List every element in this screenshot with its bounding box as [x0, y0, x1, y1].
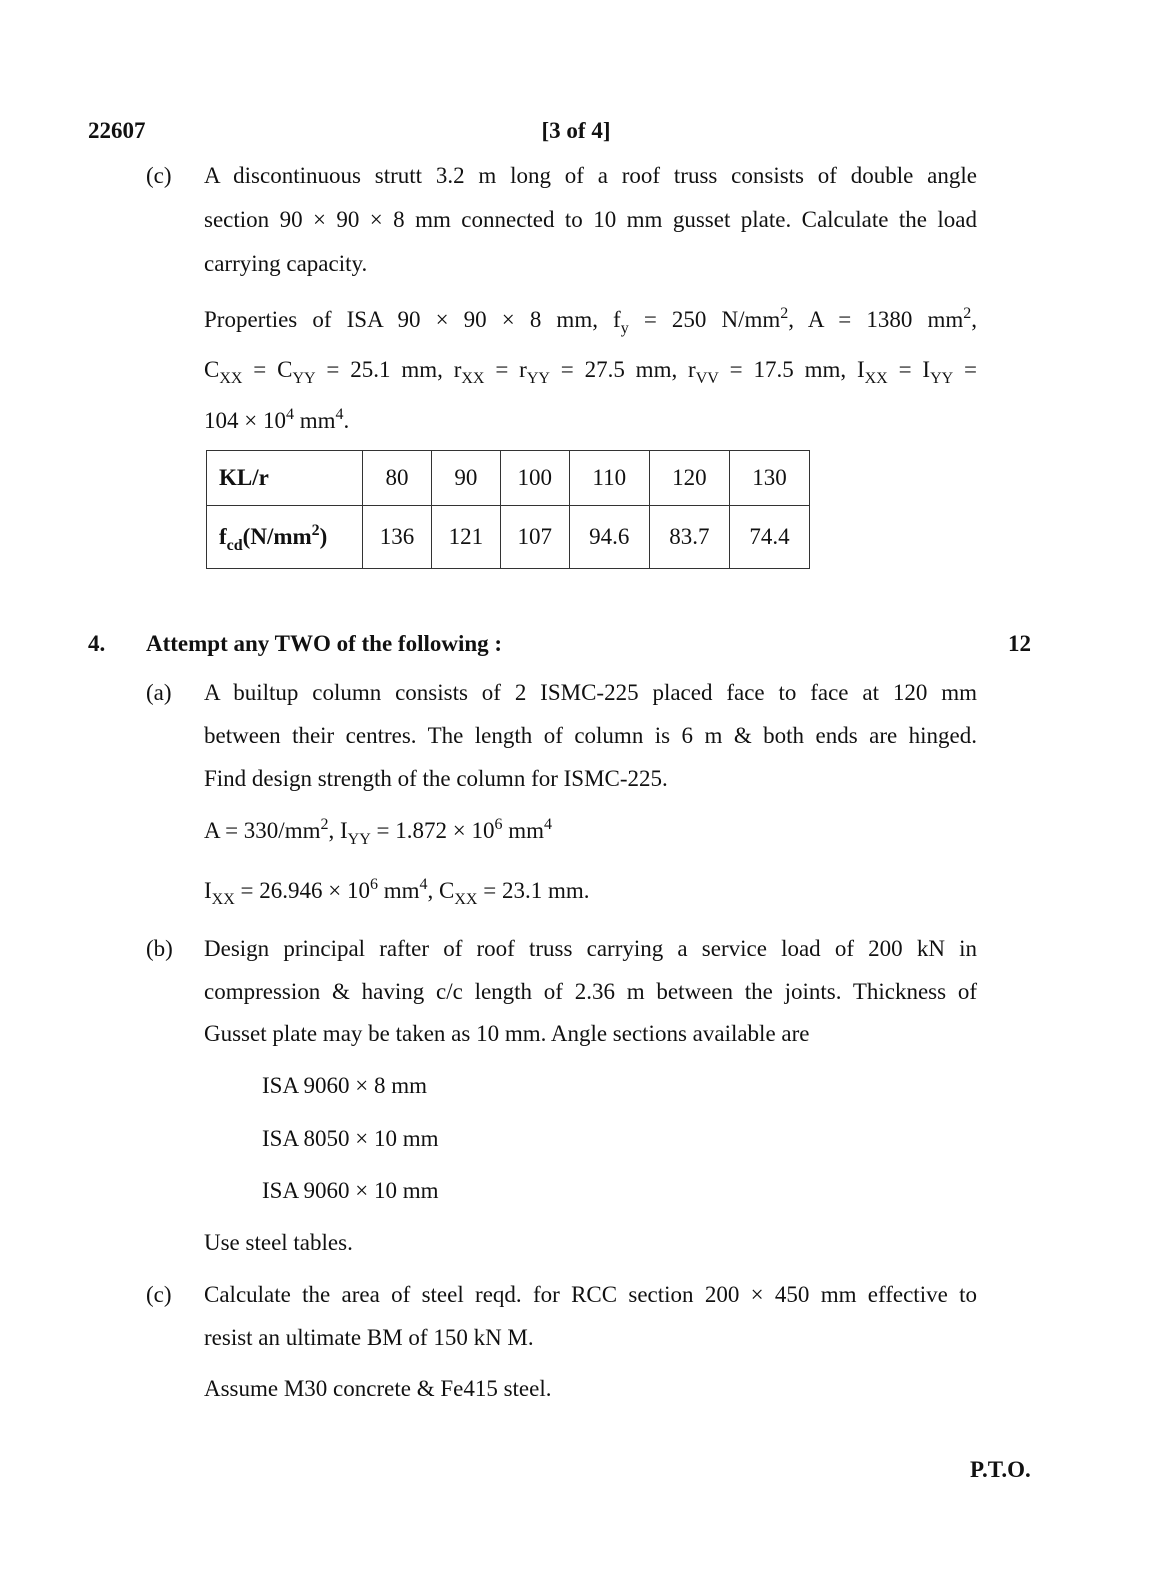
table-row	[207, 451, 810, 506]
table-cell: 80	[363, 451, 432, 506]
table-cell: 110	[569, 451, 649, 506]
table-row-header: KL/r	[207, 451, 363, 506]
page-indicator: [3 of 4]	[541, 118, 611, 143]
table-cell: 74.4	[729, 506, 809, 569]
slenderness-table	[206, 450, 810, 569]
table-cell: 90	[431, 451, 500, 506]
q4-marks: 12	[1008, 631, 1031, 656]
q4a-equation-1: $A = 330/mm^2$, $I_{YY} = 1.872 \times 10^6$ $mm^4$	[204, 816, 552, 848]
q4a-line-1: A builtup column consists of 2 ISMC-225 placed face to face at 120 mm	[204, 680, 977, 705]
q3c-label: (c)	[146, 163, 172, 188]
q4-heading: Attempt any TWO of the following :	[146, 631, 503, 656]
q4c-label: (c)	[146, 1282, 172, 1307]
q3c-properties-line-1: Properties of ISA 90 × 90 × 8 mm, $f_y = 250$ $N/mm^2$, A = 1380 $mm^2$,	[204, 305, 977, 337]
table-cell: 130	[729, 451, 809, 506]
q3c-properties-line-2: $C_{XX} = C_{YY} = 25.1$ mm, $r_{XX} = r_{YY} = 27.5$ mm, $r_{VV} = 17.5$ mm, $I_{XX} = I_{YY}$ =	[204, 357, 977, 387]
q4b-section-1: ISA 9060 × 8 mm	[262, 1073, 428, 1098]
q4c-line-2: resist an ultimate BM of 150 kN M.	[204, 1325, 534, 1350]
q3c-line-2: section 90 × 90 × 8 mm connected to 10 mm gusset plate. Calculate the load	[204, 207, 977, 232]
table-row-header: $f_{cd}(N/mm^2)$	[207, 506, 363, 569]
q4a-line-2: between their centres. The length of column is 6 m & both ends are hinged.	[204, 723, 977, 748]
q4-number: 4.	[88, 631, 106, 656]
table-cell: 121	[431, 506, 500, 569]
q4b-section-3: ISA 9060 × 10 mm	[262, 1178, 439, 1203]
q4b-line-1: Design principal rafter of roof truss carrying a service load of 200 kN in	[204, 936, 977, 961]
q4b-note: Use steel tables.	[204, 1230, 353, 1255]
table-cell: 136	[363, 506, 432, 569]
q4a-line-3: Find design strength of the column for ISMC-225.	[204, 766, 668, 791]
q3c-line-3: carrying capacity.	[204, 251, 368, 276]
q3c-line-1: A discontinuous strutt 3.2 m long of a roof truss consists of double angle	[204, 163, 977, 188]
pto-footer: P.T.O.	[970, 1457, 1031, 1482]
q4a-equation-2: $I_{XX} = 26.946 \times 10^6$ $mm^4$, $C_{XX} = 23.1$ mm.	[204, 876, 590, 908]
table-cell: 120	[649, 451, 729, 506]
q4b-line-3: Gusset plate may be taken as 10 mm. Angle sections available are	[204, 1021, 810, 1046]
q4a-label: (a)	[146, 680, 172, 705]
q4c-line-3: Assume M30 concrete & Fe415 steel.	[204, 1376, 552, 1401]
table-row	[207, 506, 810, 569]
paper-code: 22607	[88, 118, 146, 143]
table-cell: 107	[500, 506, 569, 569]
table-cell: 83.7	[649, 506, 729, 569]
table-cell: 100	[500, 451, 569, 506]
q4c-line-1: Calculate the area of steel reqd. for RCC section 200 × 450 mm effective to	[204, 1282, 977, 1307]
q4b-section-2: ISA 8050 × 10 mm	[262, 1126, 439, 1151]
q4b-line-2: compression & having c/c length of 2.36 m between the joints. Thickness of	[204, 979, 977, 1004]
table-cell: 94.6	[569, 506, 649, 569]
q3c-properties-line-3: $104 \times 10^4$ $mm^4$.	[204, 406, 350, 433]
q4b-label: (b)	[146, 936, 173, 961]
